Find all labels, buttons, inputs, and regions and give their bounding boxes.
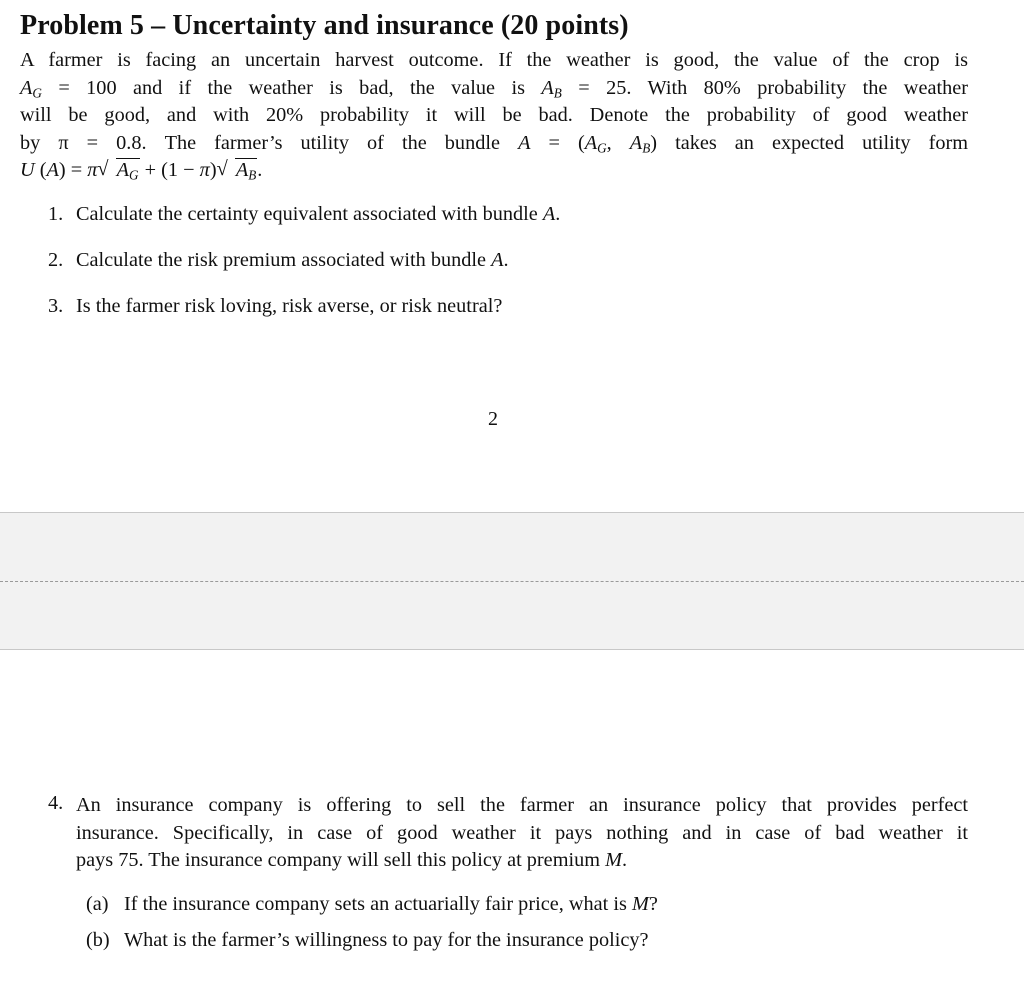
intro-line-1: A farmer is facing an uncertain harvest outcome. If the weather is good, the value of the crop is xyxy=(20,49,968,71)
question-4: 4. An insurance company is offering to sell the farmer an insurance policy that provides perfect insurance. Specifically, in case of good weather it pays nothing and in case of bad weather it pays 75. The insurance company will sell this policy at premium M. xyxy=(48,792,968,875)
question-3: 3. Is the farmer risk loving, risk averse, or risk neutral? xyxy=(48,295,503,317)
intro-line-2: $A_G = 100$ and if the weather is bad, the value is $A_B = 25$. With 80% probability the weather xyxy=(20,76,968,100)
var-ag: $A_G$ xyxy=(20,76,42,100)
page-gap xyxy=(0,512,1024,650)
q4-line-1: An insurance company is offering to sell the farmer an insurance policy that provides perfect xyxy=(76,794,968,816)
intro-line-4: by π = 0.8. The farmer’s utility of the bundle $A = (A_G$, $A_B$) takes an expected utility form xyxy=(20,131,969,155)
utility-formula: U (A) = π√ $A_G + (1 - \pi)√$ $A_B$. xyxy=(20,157,968,185)
question-1: 1. Calculate the certainty equivalent associated with bundle A. xyxy=(48,203,561,225)
q4-line-3: pays 75. The insurance company will sell this policy at premium M. xyxy=(76,849,628,871)
question-4a: (a) If the insurance company sets an actuarially fair price, what is M? xyxy=(86,893,658,915)
problem-title: Problem 5 – Uncertainty and insurance (20 points) xyxy=(20,10,629,41)
question-4b: (b) What is the farmer’s willingness to pay for the insurance policy? xyxy=(86,929,649,951)
problem-intro xyxy=(20,47,968,185)
var-ab: $A_B$ xyxy=(541,76,562,100)
page-number: 2 xyxy=(488,408,498,430)
q4-line-2: insurance. Specifically, in case of good weather it pays nothing and in case of bad weather it xyxy=(76,821,968,844)
question-2: 2. Calculate the risk premium associated with bundle A. xyxy=(48,249,509,271)
page-break-line xyxy=(0,581,1024,582)
intro-line-3: will be good, and with 20% probability it will be bad. Denote the probability of good weather xyxy=(20,104,968,126)
